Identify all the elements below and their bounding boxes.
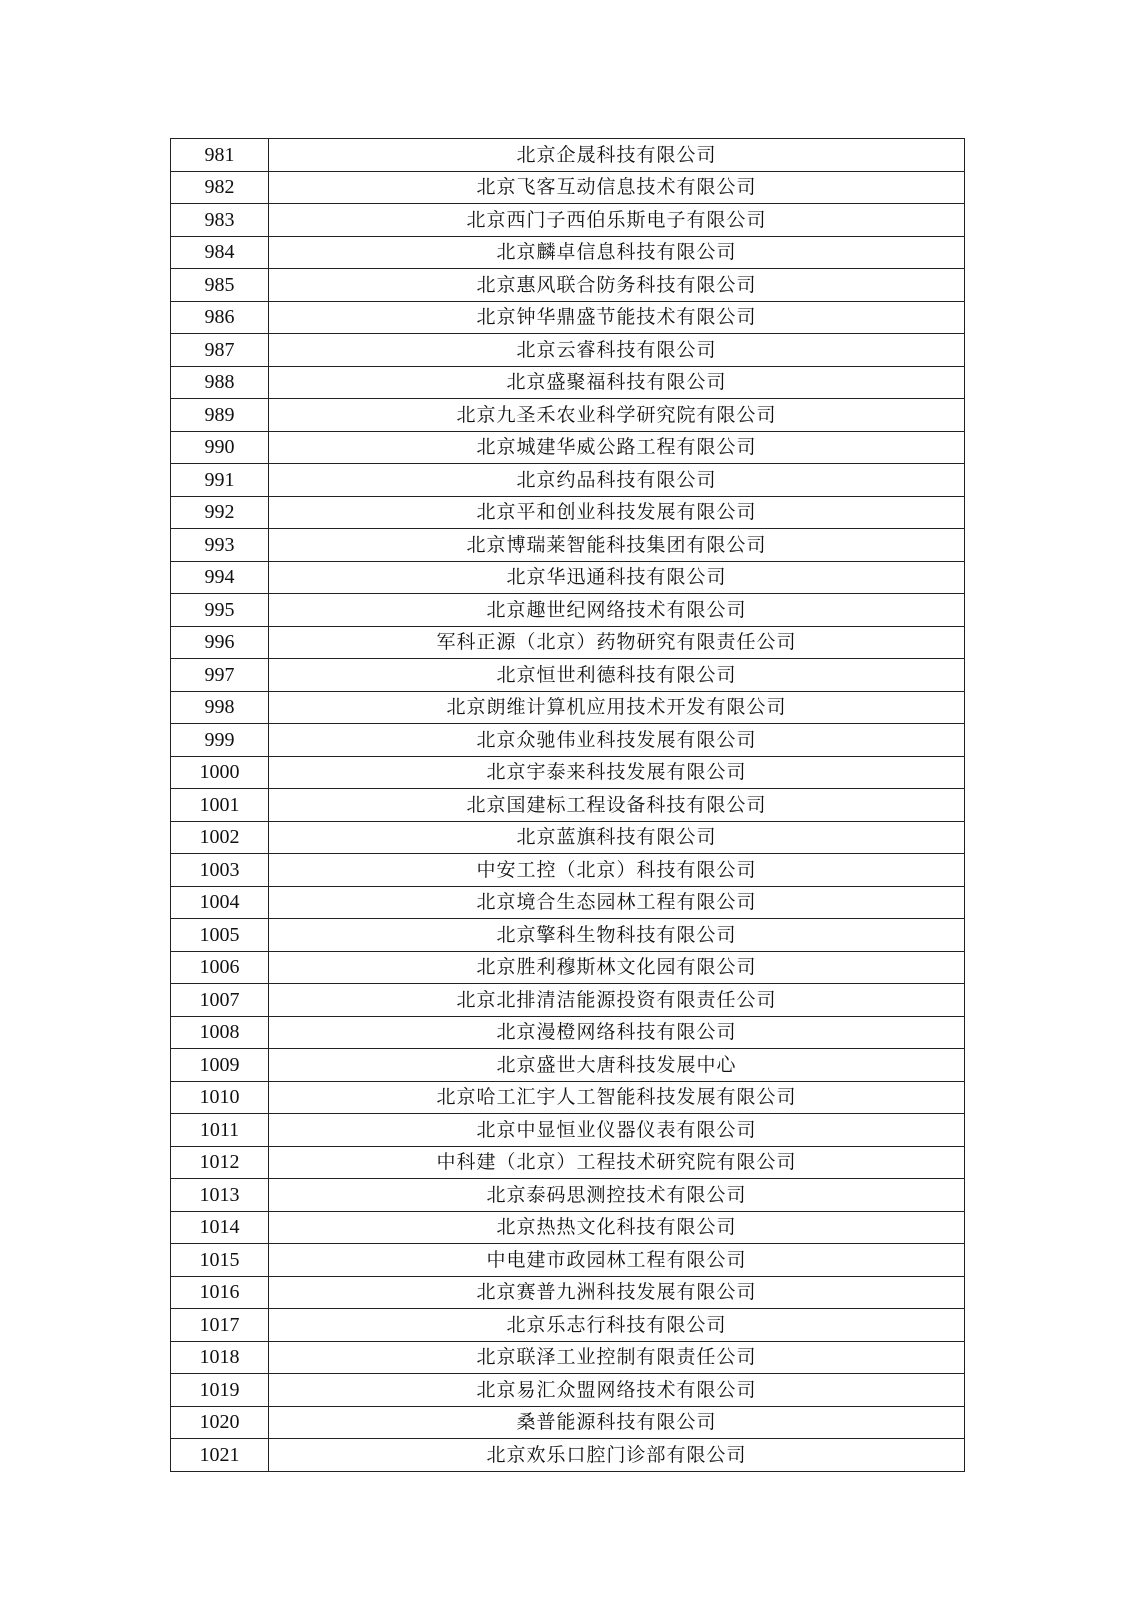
row-number-cell: 989	[171, 399, 269, 432]
row-number-cell: 1007	[171, 984, 269, 1017]
company-name-cell: 北京众驰伟业科技发展有限公司	[269, 724, 965, 757]
row-number-cell: 1005	[171, 919, 269, 952]
table-row	[171, 171, 965, 204]
company-name-cell: 中科建（北京）工程技术研究院有限公司	[269, 1146, 965, 1179]
row-number-cell: 983	[171, 204, 269, 237]
table-row	[171, 854, 965, 887]
table-row	[171, 1179, 965, 1212]
row-number-cell: 1016	[171, 1276, 269, 1309]
row-number-cell: 1020	[171, 1406, 269, 1439]
row-number-cell: 993	[171, 529, 269, 562]
row-number-cell: 998	[171, 691, 269, 724]
company-name-cell: 北京城建华威公路工程有限公司	[269, 431, 965, 464]
company-name-cell: 北京擎科生物科技有限公司	[269, 919, 965, 952]
row-number-cell: 1019	[171, 1374, 269, 1407]
table-row	[171, 139, 965, 172]
table-row	[171, 821, 965, 854]
table-row	[171, 1309, 965, 1342]
company-name-cell: 军科正源（北京）药物研究有限责任公司	[269, 626, 965, 659]
row-number-cell: 981	[171, 139, 269, 172]
company-name-cell: 北京胜利穆斯林文化园有限公司	[269, 951, 965, 984]
table-row	[171, 691, 965, 724]
company-name-cell: 北京联泽工业控制有限责任公司	[269, 1341, 965, 1374]
row-number-cell: 1004	[171, 886, 269, 919]
company-name-cell: 北京漫橙网络科技有限公司	[269, 1016, 965, 1049]
table-row	[171, 789, 965, 822]
table-row	[171, 1341, 965, 1374]
company-name-cell: 北京境合生态园林工程有限公司	[269, 886, 965, 919]
table-row	[171, 431, 965, 464]
table-row	[171, 1439, 965, 1472]
company-name-cell: 北京北排清洁能源投资有限责任公司	[269, 984, 965, 1017]
company-name-cell: 北京趣世纪网络技术有限公司	[269, 594, 965, 627]
company-name-cell: 北京惠风联合防务科技有限公司	[269, 269, 965, 302]
table-row	[171, 1406, 965, 1439]
company-name-cell: 北京中显恒业仪器仪表有限公司	[269, 1114, 965, 1147]
row-number-cell: 1009	[171, 1049, 269, 1082]
table-row	[171, 1081, 965, 1114]
row-number-cell: 982	[171, 171, 269, 204]
table-row	[171, 301, 965, 334]
row-number-cell: 994	[171, 561, 269, 594]
company-list-table	[170, 138, 965, 1472]
row-number-cell: 991	[171, 464, 269, 497]
row-number-cell: 1014	[171, 1211, 269, 1244]
company-name-cell: 北京盛世大唐科技发展中心	[269, 1049, 965, 1082]
company-name-cell: 北京麟卓信息科技有限公司	[269, 236, 965, 269]
row-number-cell: 985	[171, 269, 269, 302]
company-name-cell: 北京华迅通科技有限公司	[269, 561, 965, 594]
company-name-cell: 北京九圣禾农业科学研究院有限公司	[269, 399, 965, 432]
table-row	[171, 756, 965, 789]
row-number-cell: 1013	[171, 1179, 269, 1212]
company-name-cell: 中安工控（北京）科技有限公司	[269, 854, 965, 887]
row-number-cell: 990	[171, 431, 269, 464]
row-number-cell: 1008	[171, 1016, 269, 1049]
row-number-cell: 1017	[171, 1309, 269, 1342]
table-row	[171, 1049, 965, 1082]
table-body	[171, 139, 965, 1472]
company-name-cell: 北京钟华鼎盛节能技术有限公司	[269, 301, 965, 334]
table-row	[171, 1016, 965, 1049]
row-number-cell: 995	[171, 594, 269, 627]
company-name-cell: 北京约品科技有限公司	[269, 464, 965, 497]
company-name-cell: 北京云睿科技有限公司	[269, 334, 965, 367]
company-name-cell: 北京西门子西伯乐斯电子有限公司	[269, 204, 965, 237]
company-name-cell: 北京盛聚福科技有限公司	[269, 366, 965, 399]
company-name-cell: 北京国建标工程设备科技有限公司	[269, 789, 965, 822]
table-row	[171, 1374, 965, 1407]
table-row	[171, 984, 965, 1017]
company-name-cell: 中电建市政园林工程有限公司	[269, 1244, 965, 1277]
table-row	[171, 886, 965, 919]
table-row	[171, 399, 965, 432]
row-number-cell: 1015	[171, 1244, 269, 1277]
company-name-cell: 北京欢乐口腔门诊部有限公司	[269, 1439, 965, 1472]
row-number-cell: 1002	[171, 821, 269, 854]
company-name-cell: 北京企晟科技有限公司	[269, 139, 965, 172]
table-row	[171, 529, 965, 562]
table-row	[171, 1211, 965, 1244]
row-number-cell: 986	[171, 301, 269, 334]
row-number-cell: 1012	[171, 1146, 269, 1179]
row-number-cell: 1003	[171, 854, 269, 887]
company-name-cell: 北京赛普九洲科技发展有限公司	[269, 1276, 965, 1309]
company-name-cell: 北京哈工汇宇人工智能科技发展有限公司	[269, 1081, 965, 1114]
row-number-cell: 992	[171, 496, 269, 529]
company-name-cell: 北京博瑞莱智能科技集团有限公司	[269, 529, 965, 562]
table-row	[171, 464, 965, 497]
company-name-cell: 北京易汇众盟网络技术有限公司	[269, 1374, 965, 1407]
table-row	[171, 1146, 965, 1179]
table-row	[171, 334, 965, 367]
table-row	[171, 1244, 965, 1277]
row-number-cell: 988	[171, 366, 269, 399]
row-number-cell: 1006	[171, 951, 269, 984]
row-number-cell: 984	[171, 236, 269, 269]
company-name-cell: 北京热热文化科技有限公司	[269, 1211, 965, 1244]
company-name-cell: 北京飞客互动信息技术有限公司	[269, 171, 965, 204]
company-name-cell: 北京平和创业科技发展有限公司	[269, 496, 965, 529]
table-row	[171, 1114, 965, 1147]
company-name-cell: 北京泰码思测控技术有限公司	[269, 1179, 965, 1212]
table-row	[171, 269, 965, 302]
company-name-cell: 北京宇泰来科技发展有限公司	[269, 756, 965, 789]
row-number-cell: 997	[171, 659, 269, 692]
table-row	[171, 659, 965, 692]
table-row	[171, 594, 965, 627]
table-row	[171, 496, 965, 529]
table-row	[171, 204, 965, 237]
company-name-cell: 北京乐志行科技有限公司	[269, 1309, 965, 1342]
row-number-cell: 1010	[171, 1081, 269, 1114]
table-row	[171, 236, 965, 269]
row-number-cell: 1011	[171, 1114, 269, 1147]
row-number-cell: 996	[171, 626, 269, 659]
table-row	[171, 724, 965, 757]
table-row	[171, 366, 965, 399]
company-name-cell: 北京朗维计算机应用技术开发有限公司	[269, 691, 965, 724]
row-number-cell: 1001	[171, 789, 269, 822]
row-number-cell: 987	[171, 334, 269, 367]
table-row	[171, 951, 965, 984]
row-number-cell: 1018	[171, 1341, 269, 1374]
table-row	[171, 561, 965, 594]
row-number-cell: 999	[171, 724, 269, 757]
row-number-cell: 1000	[171, 756, 269, 789]
table-row	[171, 1276, 965, 1309]
table-row	[171, 626, 965, 659]
row-number-cell: 1021	[171, 1439, 269, 1472]
company-name-cell: 北京蓝旗科技有限公司	[269, 821, 965, 854]
company-name-cell: 北京恒世利德科技有限公司	[269, 659, 965, 692]
company-name-cell: 桑普能源科技有限公司	[269, 1406, 965, 1439]
table-row	[171, 919, 965, 952]
